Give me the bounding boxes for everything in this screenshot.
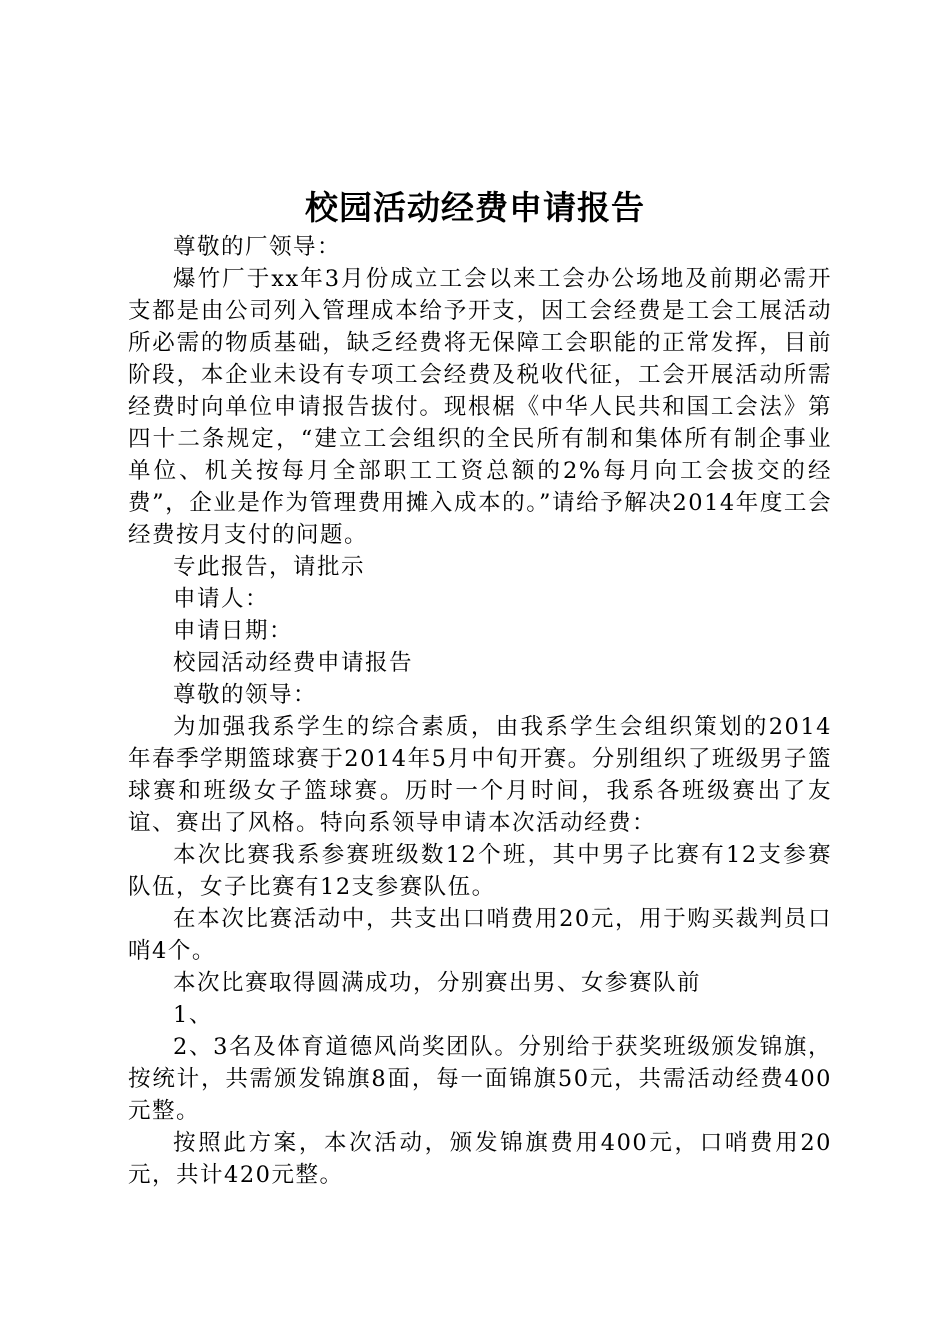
closing-line: 专此报告，请批示 — [173, 554, 366, 580]
document-title: 校园活动经费申请报告 — [305, 188, 645, 227]
body-paragraph: 本次比赛我系参赛班级数12个班，其中男子比赛有12支参赛队伍，女子比赛有12支参赛队伍。 — [128, 842, 832, 900]
body-paragraph: 本次比赛取得圆满成功，分别赛出男、女参赛队前 — [173, 970, 702, 996]
body-paragraph: 爆竹厂于xx年3月份成立工会以来工会办公场地及前期必需开支都是由公司列入管理成本给予开支，因工会经费是工会工展活动所必需的物质基础，缺乏经费将无保障工会职能的正常发挥，目前阶段，本企业未设有专项工会经费及税收代征，工会开展活动所需经费时向单位申请报告拔付。现根椐《中华人民共和国工会法》第四十二条规定，“建立工会组织的全民所有制和集体所有制企事业单位、机关按每月全部职工工资总额的2%每月向工会拔交的经费”，企业是作为管理费用摊入成本的。”请给予解决2014年度工会经费按月支付的问题。 — [128, 266, 832, 548]
body-paragraph: 2、3名及体育道德风尚奖团队。分别给于获奖班级颁发锦旗，按统计，共需颁发锦旗8面，每一面锦旗50元，共需活动经费400元整。 — [128, 1034, 832, 1124]
document-body — [128, 231, 832, 1191]
body-paragraph: 为加强我系学生的综合素质，由我系学生会组织策划的2014年春季学期篮球赛于2014年5月中旬开赛。分别组织了班级男子篮球赛和班级女子篮球赛。历时一个月时间，我系各班级赛出了友谊、赛出了风格。特向系领导申请本次活动经费： — [128, 714, 832, 836]
salutation: 尊敬的厂领导： — [173, 234, 342, 260]
applicant-line: 申请人： — [173, 586, 270, 612]
body-paragraph: 按照此方案，本次活动，颁发锦旗费用400元，口哨费用20元，共计420元整。 — [128, 1130, 832, 1188]
date-line: 申请日期： — [173, 618, 294, 644]
second-report-title: 校园活动经费申请报告 — [173, 650, 414, 676]
salutation-2: 尊敬的领导： — [173, 682, 318, 708]
body-paragraph: 在本次比赛活动中，共支出口哨费用20元，用于购买裁判员口哨4个。 — [128, 906, 832, 964]
list-marker: 1、 — [173, 1002, 213, 1028]
